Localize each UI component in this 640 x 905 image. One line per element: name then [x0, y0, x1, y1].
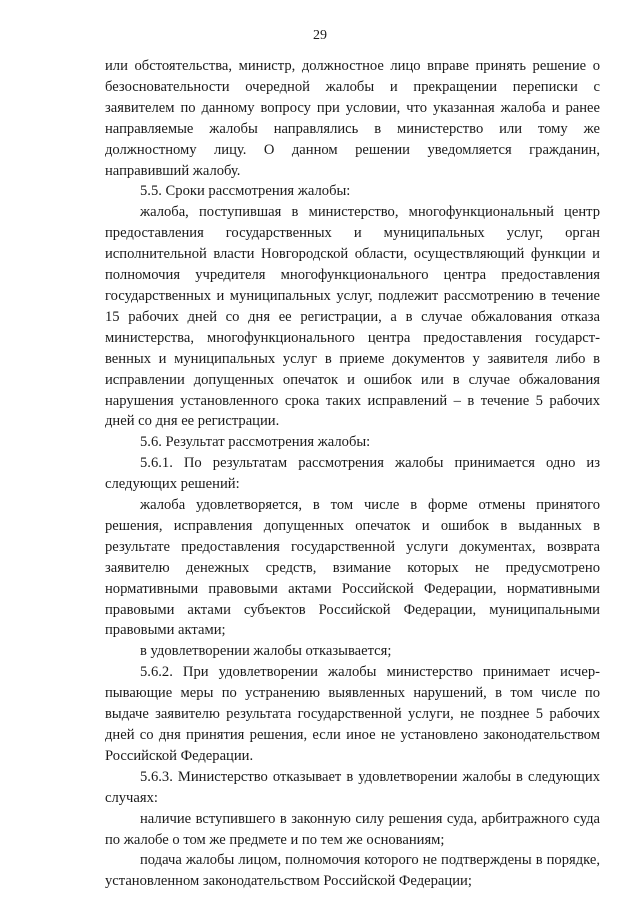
paragraph: жалоба удовлетворяется, в том числе в форме отмены принятого решения, исправления допущенных опечаток и ошибок в выданных в результате предоставления государственной услуги документах, возврата заявителю денежных средств, взимание которых не предусмотрено нормативными правовыми актами Российской Федерации, нормативными правовыми актами субъектов Российской Федерации, муниципальными правовыми актами;	[105, 497, 600, 639]
paragraph: 5.6.1. По результатам рассмотрения жалобы принимается одно из следующих решений:	[105, 455, 600, 493]
paragraph: подача жалобы лицом, полномочия которого не подтверждены в порядке, установленном законодательством Российской Федерации;	[105, 852, 600, 890]
paragraph: в удовлетворении жалобы отказывается;	[140, 643, 392, 660]
paragraph: 5.6.2. При удовлетворении жалобы министерство принимает исчерпывающие меры по устранению выявленных нарушений, в том числе по выдаче заявителю результата государственной услуги, не позднее 5 рабочих дней со дня принятия решения, если иное не установлено законодательством Российской Федерации.	[105, 664, 600, 764]
paragraph: или обстоятельства, министр, должностное лицо вправе принять решение о безосновательности очередной жалобы и прекращении переписки с заявителем по данному вопросу при условии, что указанная жалоба и ранее направляемые жалобы направлялись в министерство или тому же должностному лицу. О данном решении уведомляется гражданин, направивший жалобу.	[105, 58, 600, 179]
document-body	[105, 56, 600, 892]
paragraph: жалоба, поступившая в министерство, многофункциональный центр предоставления государственных и муниципальных услуг, орган исполнительной власти Новгородской области, осуществляющий функции и полномочия учредителя многофункционального центра предоставления государственных и муниципальных услуг, подлежит рассмотрению в течение 15 рабочих дней со дня ее регистрации, а в случае обжалования отказа министерства, многофункционального центра предоставления государственных и муниципальных услуг в приеме документов у заявителя либо в исправлении допущенных опечаток и ошибок или в случае обжалования нарушения установленного срока таких исправлений – в течение 5 рабочих дней со дня ее регистрации.	[105, 204, 600, 430]
paragraph: наличие вступившего в законную силу решения суда, арбитражного суда по жалобе о том же предмете и по тем же основаниям;	[105, 810, 600, 848]
page-number: 29	[313, 28, 327, 43]
paragraph: 5.6.3. Министерство отказывает в удовлетворении жалобы в следующих случаях:	[105, 768, 600, 806]
paragraph: 5.6. Результат рассмотрения жалобы:	[140, 434, 371, 451]
paragraph: 5.5. Сроки рассмотрения жалобы:	[140, 183, 351, 200]
